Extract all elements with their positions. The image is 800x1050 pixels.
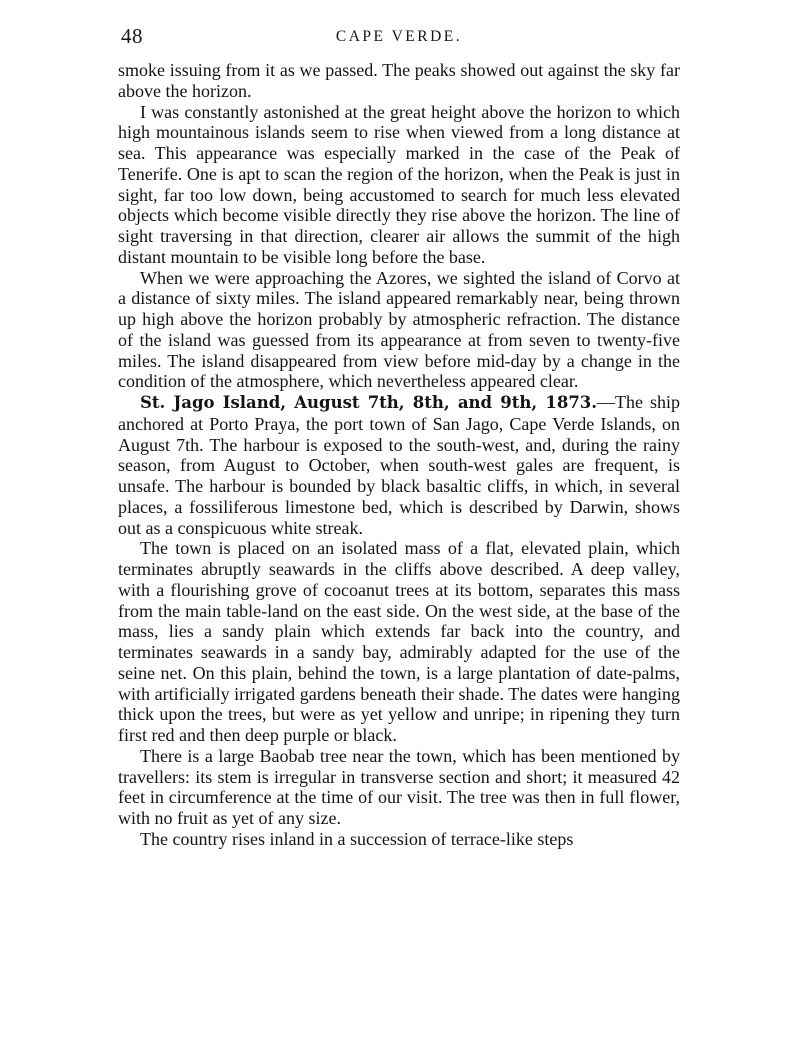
paragraph-text: I was constantly astonished at the great height above the horizon to which high mountainous islands seem to rise when viewed from a long distance at sea. This appearance was especially marked in the case of the Peak of Tenerife. One is apt to scan the region of the horizon, when the Peak is just in sight, far too low down, being accustomed to search for much less elevated objects which become visible directly they rise above the horizon. The line of sight traversing in that direction, clearer air allows the summit of the high distant mountain to be visible long before the base. xyxy=(118,101,680,267)
paragraph-town-description xyxy=(118,538,680,746)
paragraph-azores-corvo xyxy=(118,268,680,393)
paragraph-horizon-observation xyxy=(118,102,680,268)
paragraph-continuation xyxy=(118,60,680,102)
page-header xyxy=(118,22,680,60)
paragraph-text: —The ship anchored at Porto Praya, the port town of San Jago, Cape Verde Islands, on August 7th. The harbour is exposed to the south-west, and, during the rainy season, from August to October, when south-west gales are frequent, is unsafe. The harbour is bounded by black basaltic cliffs, in which, in several places, a fossiliferous limestone bed, which is described by Darwin, shows out as a conspicuous white streak. xyxy=(118,392,681,538)
running-head: CAPE VERDE. xyxy=(335,28,463,45)
body-text xyxy=(118,60,680,850)
page-number: 48 xyxy=(121,24,143,48)
paragraph-baobab-tree xyxy=(118,746,680,829)
paragraph-text: The town is placed on an isolated mass of a flat, elevated plain, which terminates abruptly seawards in the cliffs above described. A deep valley, with a flourishing grove of cocoanut trees at its bottom, separates this mass from the main table-land on the east side. On the west side, at the base of the mass, lies a sandy plain which extends far back into the country, and terminates seawards in a sandy bay, admirably adapted for the use of the seine net. On this plain, behind the town, is a large plantation of date-palms, with artificially irrigated gardens beneath their shade. The dates were hanging thick upon the trees, but were as yet yellow and unripe; in ripening they turn first red and then deep purple or black. xyxy=(118,538,680,745)
paragraph-text: The country rises inland in a succession of terrace-like steps xyxy=(140,828,574,849)
paragraph-text: smoke issuing from it as we passed. The peaks showed out against the sky far above the horizon. xyxy=(118,60,680,101)
section-lead-heading: St. Jago Island, August 7th, 8th, and 9th, 1873. xyxy=(140,393,598,412)
paragraph-text: There is a large Baobab tree near the town, which has been mentioned by travellers: its stem is irregular in transverse section and short; it measured 42 feet in circumference at the time of our visit. The tree was then in full flower, with no fruit as yet of any size. xyxy=(118,745,680,828)
book-page xyxy=(118,22,680,1032)
paragraph-st-jago-island xyxy=(118,392,680,538)
paragraph-country-terraces xyxy=(118,829,680,850)
paragraph-text: When we were approaching the Azores, we sighted the island of Corvo at a distance of sixty miles. The island appeared remarkably near, being thrown up high above the horizon probably by atmospheric refraction. The distance of the island was guessed from its appearance at from seven to twenty-five miles. The island disappeared from view before mid-day by a change in the condition of the atmosphere, which nevertheless appeared clear. xyxy=(118,267,680,392)
